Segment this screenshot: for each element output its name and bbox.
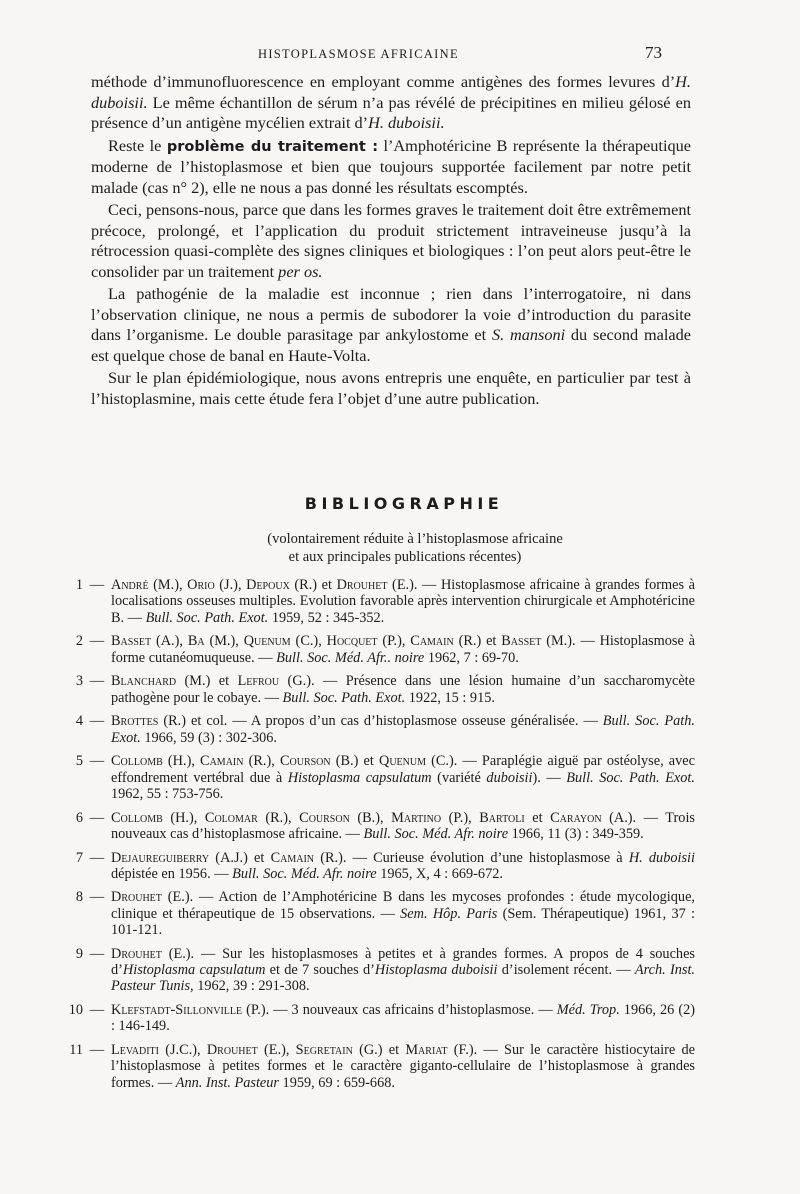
italic-text: Ann. Inst. Pasteur [175, 1074, 279, 1091]
bibliography-heading-text: BIBLIOGRAPHIE [304, 494, 504, 513]
reference-dash: — [89, 673, 105, 690]
reference-text [111, 889, 695, 938]
author-name: Camain [270, 849, 315, 866]
italic-text: Bull. Soc. Path. Exot. [282, 689, 406, 706]
text-run: 1965, X, 4 : 669-672. [376, 865, 503, 882]
running-title: HISTOPLASMOSE AFRICAINE [258, 47, 459, 61]
text-run: (H.), [162, 809, 205, 826]
reference-entry [65, 633, 695, 666]
author-name: Blanchard [111, 673, 177, 690]
reference-entry [65, 946, 695, 995]
author-name: Segretain [295, 1042, 353, 1059]
text-run: (Sem. Thérapeutique) 1961, 37 : 101-121. [111, 905, 696, 939]
paragraph [91, 136, 691, 199]
author-name: Levaditi [111, 1042, 159, 1059]
paragraph [91, 200, 691, 282]
author-name: Courson [299, 809, 350, 826]
text-run: (R.) et [289, 577, 337, 593]
author-name: Collomb [111, 809, 163, 826]
text-run: La pathogénie de la maladie est inconnue ; rien dans l’interrogatoire, ni dans l’observation clinique, ne nous a permis de subodorer la voie d’introduction du parasite dans l’organisme. Le double parasitage par ankylostome et [91, 284, 691, 344]
text-run: 1959, 69 : 659-668. [278, 1074, 395, 1091]
reference-number: 11 [69, 1042, 83, 1059]
text-run: (R.), [257, 809, 300, 826]
reference-text [111, 1042, 695, 1091]
text-run: (F.). — Sur le caractère histiocytaire de l’histoplasmose à petites formes et le caractère giganto-cellulaire de l’histoplasmose à grandes formes. — [111, 1042, 695, 1091]
text-run: d’isolement récent. — [497, 962, 635, 979]
text-run: (H.), [162, 753, 201, 770]
text-run: (A.J.) et [209, 849, 271, 866]
bibliography-heading [0, 494, 800, 513]
reference-dash: — [89, 577, 105, 593]
italic-text: Bull. Soc. Méd. Afr.. noire [276, 649, 425, 666]
italic-text: Histoplasma capsulatum [287, 769, 432, 786]
italic-text: H. duboisii. [91, 72, 691, 112]
text-run: (C.), [290, 633, 327, 650]
reference-entry [65, 713, 695, 746]
text-run: (G.). — Présence dans une lésion humaine d’un saccharomycète pathogène pour le cobaye. — [111, 673, 695, 706]
author-name: Basset [111, 633, 152, 650]
italic-text: H. duboisii [628, 849, 695, 866]
text-run: (E.). — Histoplasmose africaine à grandes formes à localisations osseuses multiples. Evolution favorable après intervention chirurgicale et Amphotéricine B. — [111, 577, 695, 626]
text-run: (R.), [243, 753, 280, 770]
author-name: Ba [187, 633, 205, 650]
author-name: Bartoli [479, 809, 525, 826]
text-run: et de 7 souches d’ [265, 962, 375, 979]
author-name: Basset [501, 633, 542, 650]
paragraph [91, 284, 691, 366]
author-name: Depoux [246, 577, 290, 593]
text-run: du second malade est quelque chose de banal en Haute-Volta. [91, 325, 691, 365]
text-run: 1922, 15 : 915. [405, 689, 495, 706]
text-run: (M.), [148, 577, 188, 593]
author-name: Klefstadt-Sillonville [111, 1002, 243, 1019]
text-run: (B.) et [330, 753, 379, 770]
text-run: (A.), [151, 633, 188, 650]
italic-text: H. duboisii. [368, 113, 445, 132]
reference-text [111, 810, 695, 843]
reference-entry [65, 850, 695, 883]
reference-number: 3 [75, 673, 83, 690]
text-run: (E.). — Action de l’Amphotéricine B dans les mycoses profondes : étude mycologique, clinique et thérapeutique de 15 observations. — [111, 889, 695, 922]
italic-text: Histoplasma duboisii [374, 962, 498, 979]
author-name: Quenum [243, 633, 291, 650]
reference-number: 7 [75, 849, 83, 866]
italic-text: Bull. Soc. Path. Exot. [145, 609, 269, 626]
author-name: Orio [187, 577, 215, 593]
text-run: (M.). — Histoplasmose à forme cutanéomuqueuse. — [111, 633, 696, 666]
reference-list [65, 577, 695, 1098]
italic-text: Bull. Soc. Path. Exot. [566, 769, 695, 786]
bold-text: problème du traitement : [166, 138, 379, 155]
text-run: (C.). — Paraplégie aiguë par ostéolyse, avec effondrement vertébral due à [111, 753, 695, 786]
text-run: 1966, 11 (3) : 349-359. [508, 825, 644, 842]
body-text [91, 72, 691, 409]
bibliography-subtitle [0, 530, 800, 566]
author-name: Martino [391, 809, 442, 826]
text-run: (P.), [377, 633, 411, 650]
author-name: Brottes [111, 713, 159, 730]
text-run: (B.), [349, 809, 392, 826]
reference-text [111, 633, 695, 666]
bibliography-subtitle-line: (volontairement réduite à l’histoplasmose africaine [267, 531, 563, 547]
reference-number: 10 [68, 1002, 83, 1019]
text-run: méthode d’immunofluorescence en employant comme antigènes des formes levures d’ [91, 72, 676, 91]
reference-entry [65, 753, 695, 802]
italic-text: S. mansoni [491, 325, 566, 344]
reference-entry [65, 810, 695, 843]
text-run: (M.) et [176, 673, 238, 690]
reference-number: 8 [75, 889, 83, 906]
reference-dash: — [89, 809, 105, 826]
text-run: (E.), [257, 1042, 296, 1059]
text-run: Reste le [108, 135, 167, 155]
author-name: Colomar [204, 809, 258, 826]
reference-dash: — [89, 889, 105, 906]
author-name: Dejaureguiberry [111, 849, 210, 866]
author-name: Camain [410, 633, 454, 650]
text-run: (G.) et [352, 1042, 406, 1059]
text-run: (A.). — Trois nouveaux cas d’histoplasmose africaine. — [111, 809, 695, 842]
italic-text: Bull. Soc. Méd. Afr. noire [232, 865, 377, 882]
author-name: André [111, 577, 149, 593]
reference-number: 4 [75, 713, 83, 730]
text-run: (R.). — Curieuse évolution d’une histoplasmose à [314, 849, 629, 866]
author-name: Mariat [405, 1042, 448, 1059]
reference-number: 1 [75, 577, 83, 593]
author-name: Courson [279, 753, 331, 770]
page-number: 73 [645, 43, 662, 62]
reference-number: 5 [75, 753, 83, 770]
reference-dash: — [89, 633, 105, 650]
text-run: (R.) et [453, 633, 502, 650]
text-run: (J.C.), [159, 1042, 207, 1059]
text-run: dépistée en 1956. — [111, 865, 233, 882]
text-run: (R.) et col. — A propos d’un cas d’histoplasmose osseuse généralisée. — [158, 713, 603, 730]
reference-entry [65, 1042, 695, 1091]
author-name: Hocquet [326, 633, 378, 650]
reference-dash: — [89, 849, 105, 866]
reference-number: 9 [75, 945, 83, 962]
author-name: Lefrou [237, 673, 280, 690]
text-run: (J.), [214, 577, 247, 593]
text-run: (P.), [441, 809, 480, 826]
paragraph [91, 72, 691, 134]
author-name: Drouhet [111, 889, 162, 906]
reference-text [111, 850, 695, 883]
author-name: Drouhet [336, 577, 388, 593]
reference-text [111, 713, 695, 746]
italic-text: duboisii [486, 769, 533, 786]
text-run: ). — [532, 769, 567, 786]
reference-text [111, 753, 695, 802]
bibliography-subtitle-line: et aux principales publications récentes) [288, 549, 522, 565]
italic-text: Bull. Soc. Path. Exot. [111, 713, 695, 746]
text-run: (variété [431, 769, 487, 786]
italic-text: Méd. Trop. [556, 1002, 620, 1019]
text-run: l’Amphotéricine B représente la thérapeutique moderne de l’histoplasmose et bien que toujours supportée facilement par notre petit malade (cas n° 2), elle ne nous a pas donné les résultats escomptés. [91, 135, 691, 197]
reference-dash: — [89, 753, 105, 770]
reference-text [111, 946, 695, 995]
reference-entry [65, 1002, 695, 1035]
author-name: Carayon [550, 809, 602, 826]
text-run: 1959, 52 : 345-352. [268, 609, 385, 626]
text-run: (M.), [204, 633, 244, 650]
text-run: Le même échantillon de sérum n’a pas révélé de précipitines en milieu gélosé en présence d’un antigène mycélien extrait d’ [91, 92, 691, 132]
author-name: Drouhet [111, 945, 162, 962]
reference-entry [65, 673, 695, 706]
italic-text: Sem. Hôp. Paris [400, 905, 498, 922]
reference-entry [65, 889, 695, 938]
reference-number: 2 [75, 633, 83, 650]
text-run: 1966, 26 (2) : 146-149. [111, 1002, 696, 1035]
italic-text: per os. [278, 261, 323, 281]
reference-number: 6 [75, 809, 83, 826]
italic-text: Arch. Inst. Pasteur Tunis, [111, 962, 695, 995]
reference-text [111, 577, 695, 626]
italic-text: Bull. Soc. Méd. Afr. noire [363, 825, 509, 842]
text-run: 1966, 59 (3) : 302-306. [140, 729, 277, 746]
paragraph [91, 368, 691, 409]
author-name: Drouhet [206, 1042, 258, 1059]
author-name: Quenum [379, 753, 426, 770]
italic-text: Histoplasma capsulatum [122, 962, 266, 979]
reference-dash: — [89, 713, 105, 730]
author-name: Camain [200, 753, 244, 770]
text-run: 1962, 7 : 69-70. [424, 649, 519, 666]
text-run: Ceci, pensons-nous, parce que dans les formes graves le traitement doit être extrêmement précoce, prolongé, et l’application du produit strictement intraveineuse jusqu’à la rétrocession quasi-complète des signes cliniques et biologiques : l’on peut alors peut-être le consolider par un traitement [91, 200, 691, 281]
text-run: 1962, 55 : 753-756. [111, 785, 224, 802]
reference-entry [65, 577, 695, 626]
author-name: Collomb [111, 753, 163, 770]
reference-text [111, 1002, 695, 1035]
reference-dash: — [89, 945, 105, 962]
text-run: (E.). — Sur les histoplasmoses à petites et à grandes formes. A propos de 4 souches d’ [111, 945, 695, 979]
text-run: et [524, 809, 551, 826]
reference-dash: — [89, 1002, 105, 1019]
text-run: 1962, 39 : 291-308. [193, 978, 310, 995]
reference-text [111, 673, 695, 706]
text-run: (P.). — 3 nouveaux cas africains d’histoplasmose. — [242, 1002, 557, 1019]
text-run: Sur le plan épidémiologique, nous avons entrepris une enquête, en particulier par test à l’histoplasmine, mais cette étude fera l’objet d’une autre publication. [91, 368, 691, 408]
reference-dash: — [89, 1042, 105, 1059]
